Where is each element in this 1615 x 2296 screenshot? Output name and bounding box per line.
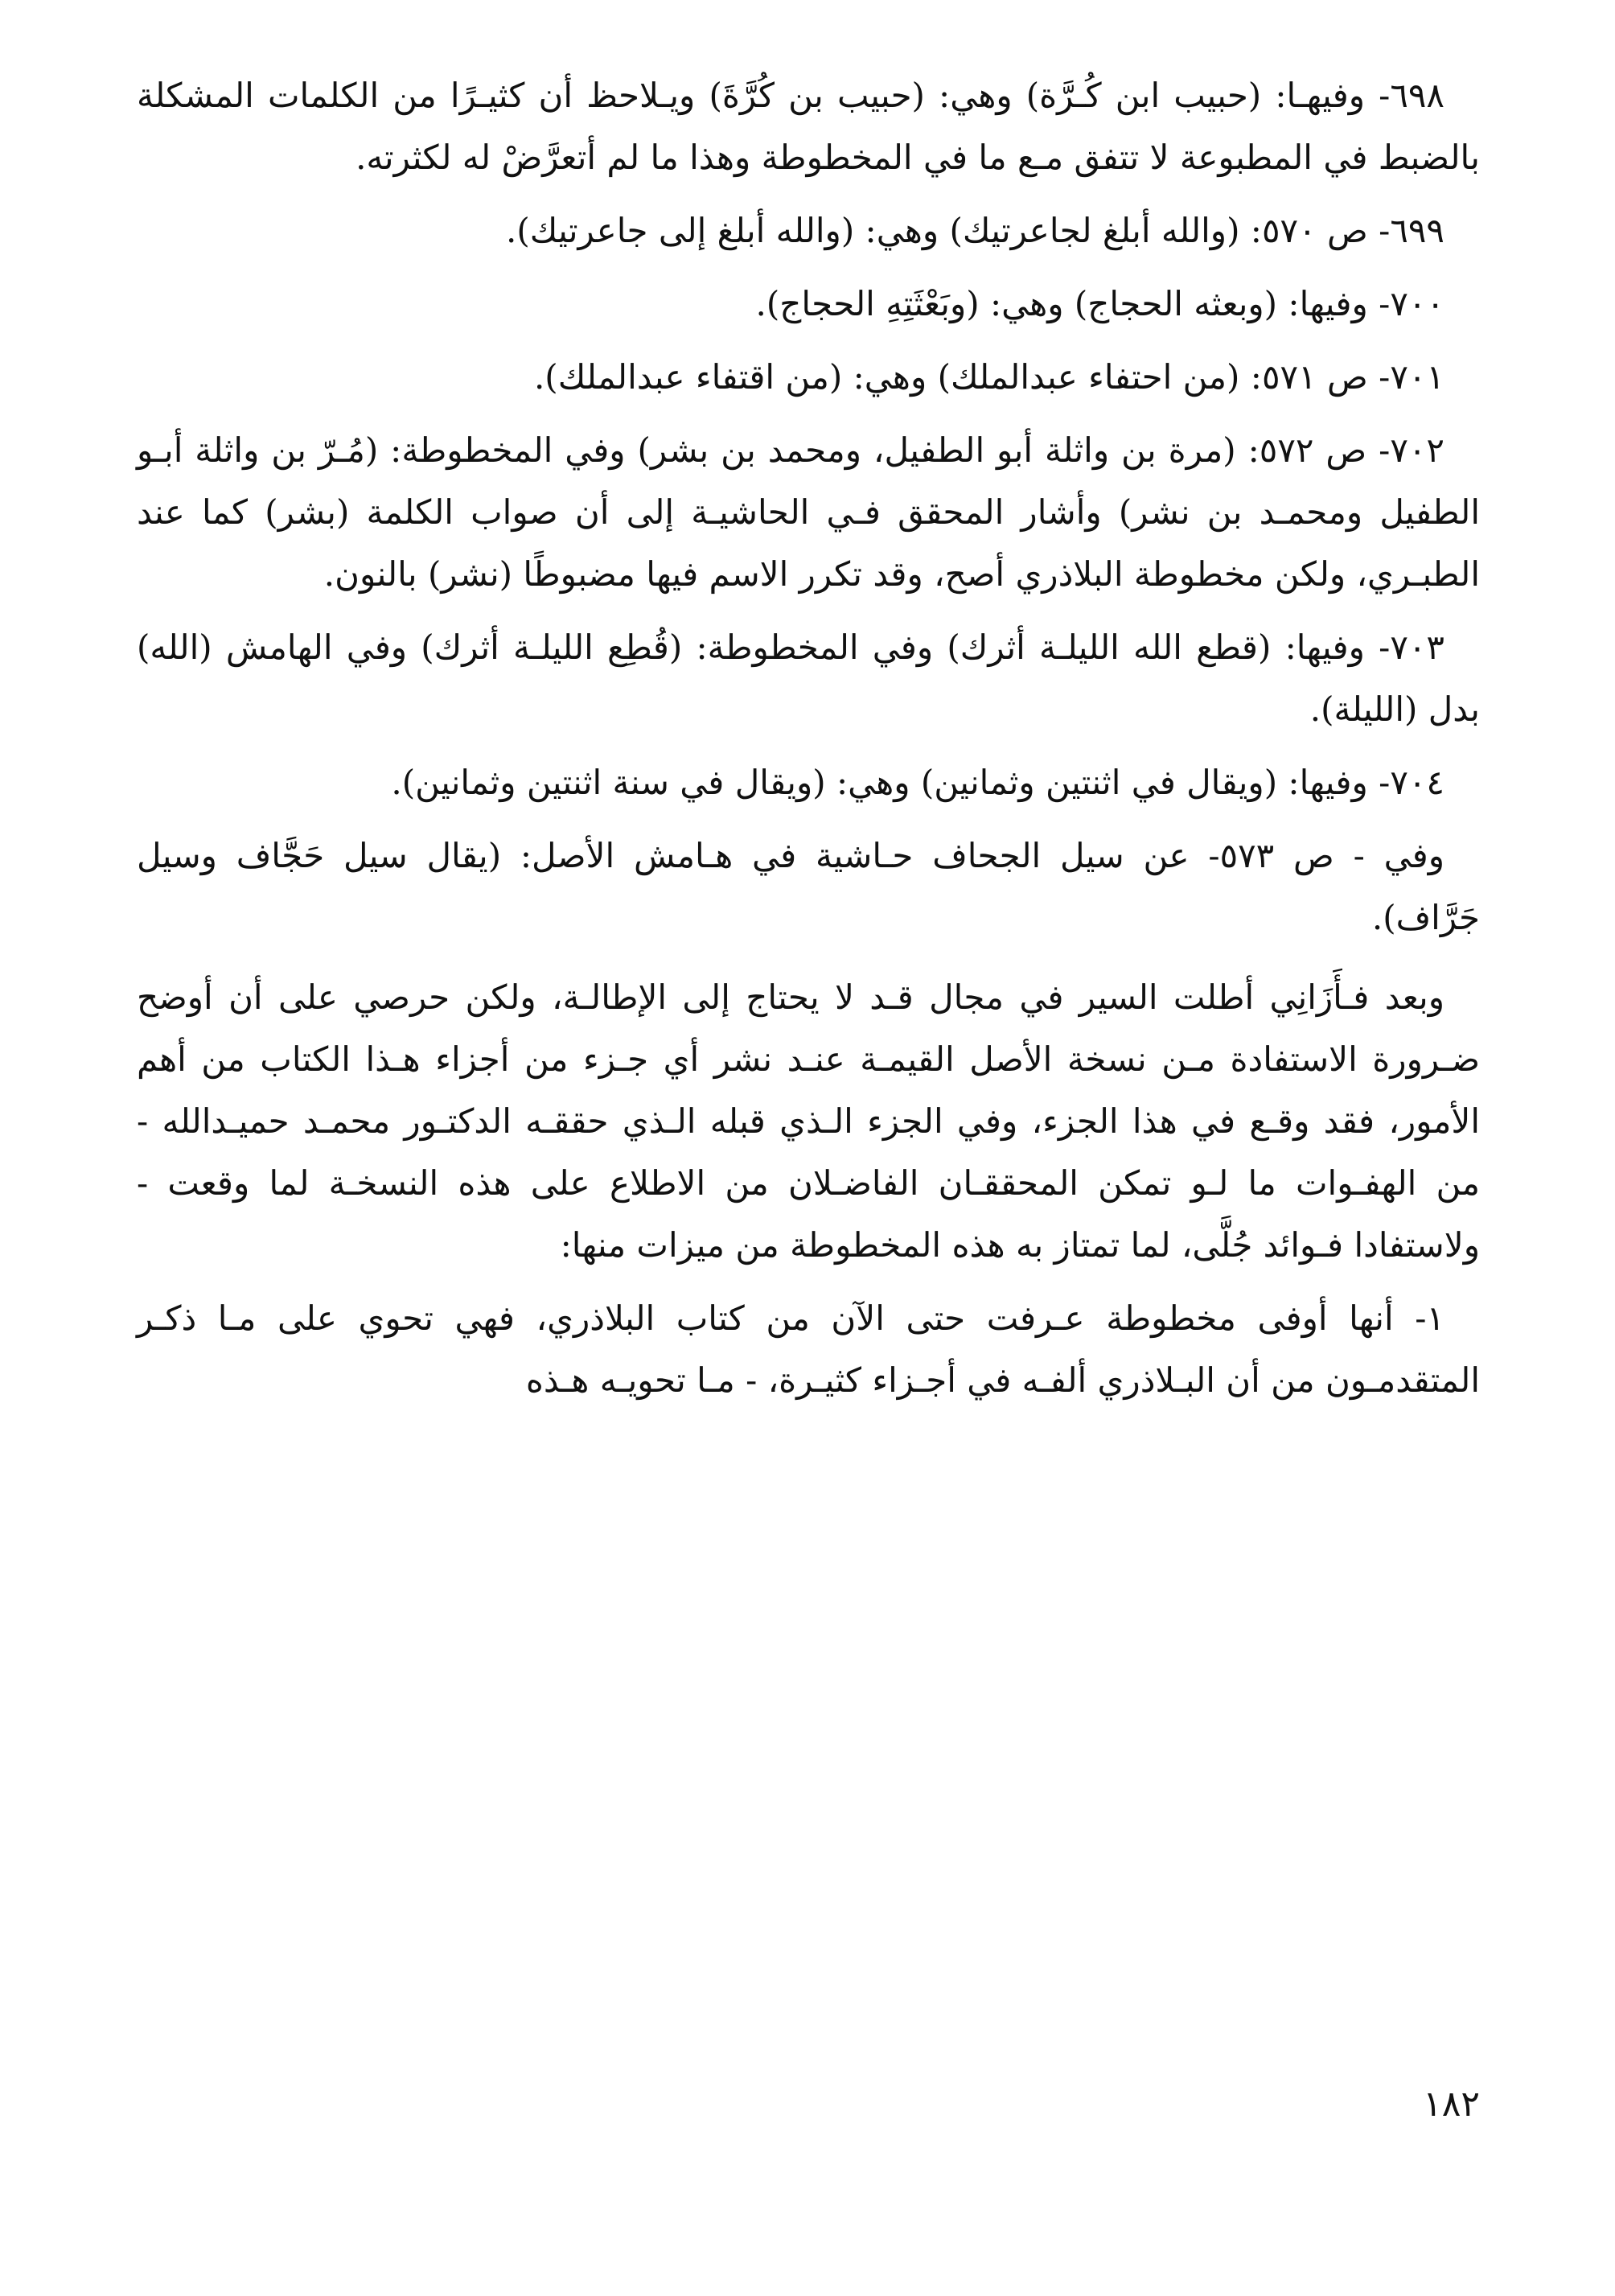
note-702-paragraph: ٧٠٢- ص ٥٧٢: (مرة بن واثلة أبو الطفيل، ومحمد بن بشر) وفي المخطوطة: (مُـرّ بن واثلة أبـو الطفيل ومحمـد بن نشر) وأشار المحقق فـي الحاشيـة إلى أن صواب الكلمة (بشر) كما عند الطبـري، ولكن مخطوطة البلاذري أصح، وقد تكرر الاسم فيها مضبوطًا (نشر) بالنون. [137,430,1480,594]
note-573-paragraph: وفي - ص ٥٧٣- عن سيل الجحاف حـاشية في هـامش الأصل: (يقال سيل حَجَّاف وسيل جَرَّاف). [137,836,1480,937]
page-number: ١٨٢ [1423,2084,1480,2125]
note-698-paragraph: ٦٩٨- وفيهـا: (حبيب ابن كُـرَّة) وهي: (حبيب بن كُرَّةَ) ويـلاحظ أن كثيـرًا من الكلمات المشكلة بالضبط في المطبوعة لا تتفق مـع ما في المخطوطة وهذا ما لم أتعرَّضْ له لكثرته. [137,76,1480,177]
note-700-paragraph: ٧٠٠- وفيها: (وبعثه الحجاج) وهي: (وبَعْثَتِهِ الحجاج). [755,284,1444,323]
note-701-paragraph: ٧٠١- ص ٥٧١: (من احتفاء عبدالملك) وهي: (من اقتفاء عبدالملك). [533,357,1444,397]
note-703-paragraph: ٧٠٣- وفيها: (قطع الله الليلـة أثرك) وفي المخطوطة: (قُطِع الليلـة أثرك) وفي الهامش (الله) بدل (الليلة). [137,627,1480,729]
note-699-paragraph: ٦٩٩- ص ٥٧٠: (والله أبلغ لجاعرتيك) وهي: (والله أبلغ إلى جاعرتيك). [506,211,1444,250]
feature-1-paragraph: ١- أنها أوفى مخطوطة عـرفت حتى الآن من كتاب البلاذري، فهي تحوي على مـا ذكـر المتقدمـون من أن البـلاذري ألفـه في أجـزاء كثيـرة، - مـا تحويـه هـذه [137,1298,1480,1400]
page-body [137,64,1480,1422]
note-704-paragraph: ٧٠٤- وفيها: (ويقال في اثنتين وثمانين) وهي: (ويقال في سنة اثنتين وثمانين). [391,763,1444,802]
conclusion-paragraph: وبعد فـأَزَانِي أطلت السير في مجال قـد لا يحتاج إلى الإطالـة، ولكن حرصي على أن أوضح ضـرورة الاستفادة مـن نسخة الأصل القيمـة عنـد نشر أي جـزء من أجزاء هـذا الكتاب من أهم الأمور، فقد وقـع في هذا الجزء، وفي الجزء الـذي قبله الـذي حققـه الدكتـور محمـد حميـدالله - من الهفـوات ما لـو تمكن المحققـان الفاضـلان من الاطلاع على هذه النسخـة لما وقعت - ولاستفادا فـوائد جُلَّى، لما تمتاز به هذه المخطوطة من ميزات منها: [137,977,1480,1265]
